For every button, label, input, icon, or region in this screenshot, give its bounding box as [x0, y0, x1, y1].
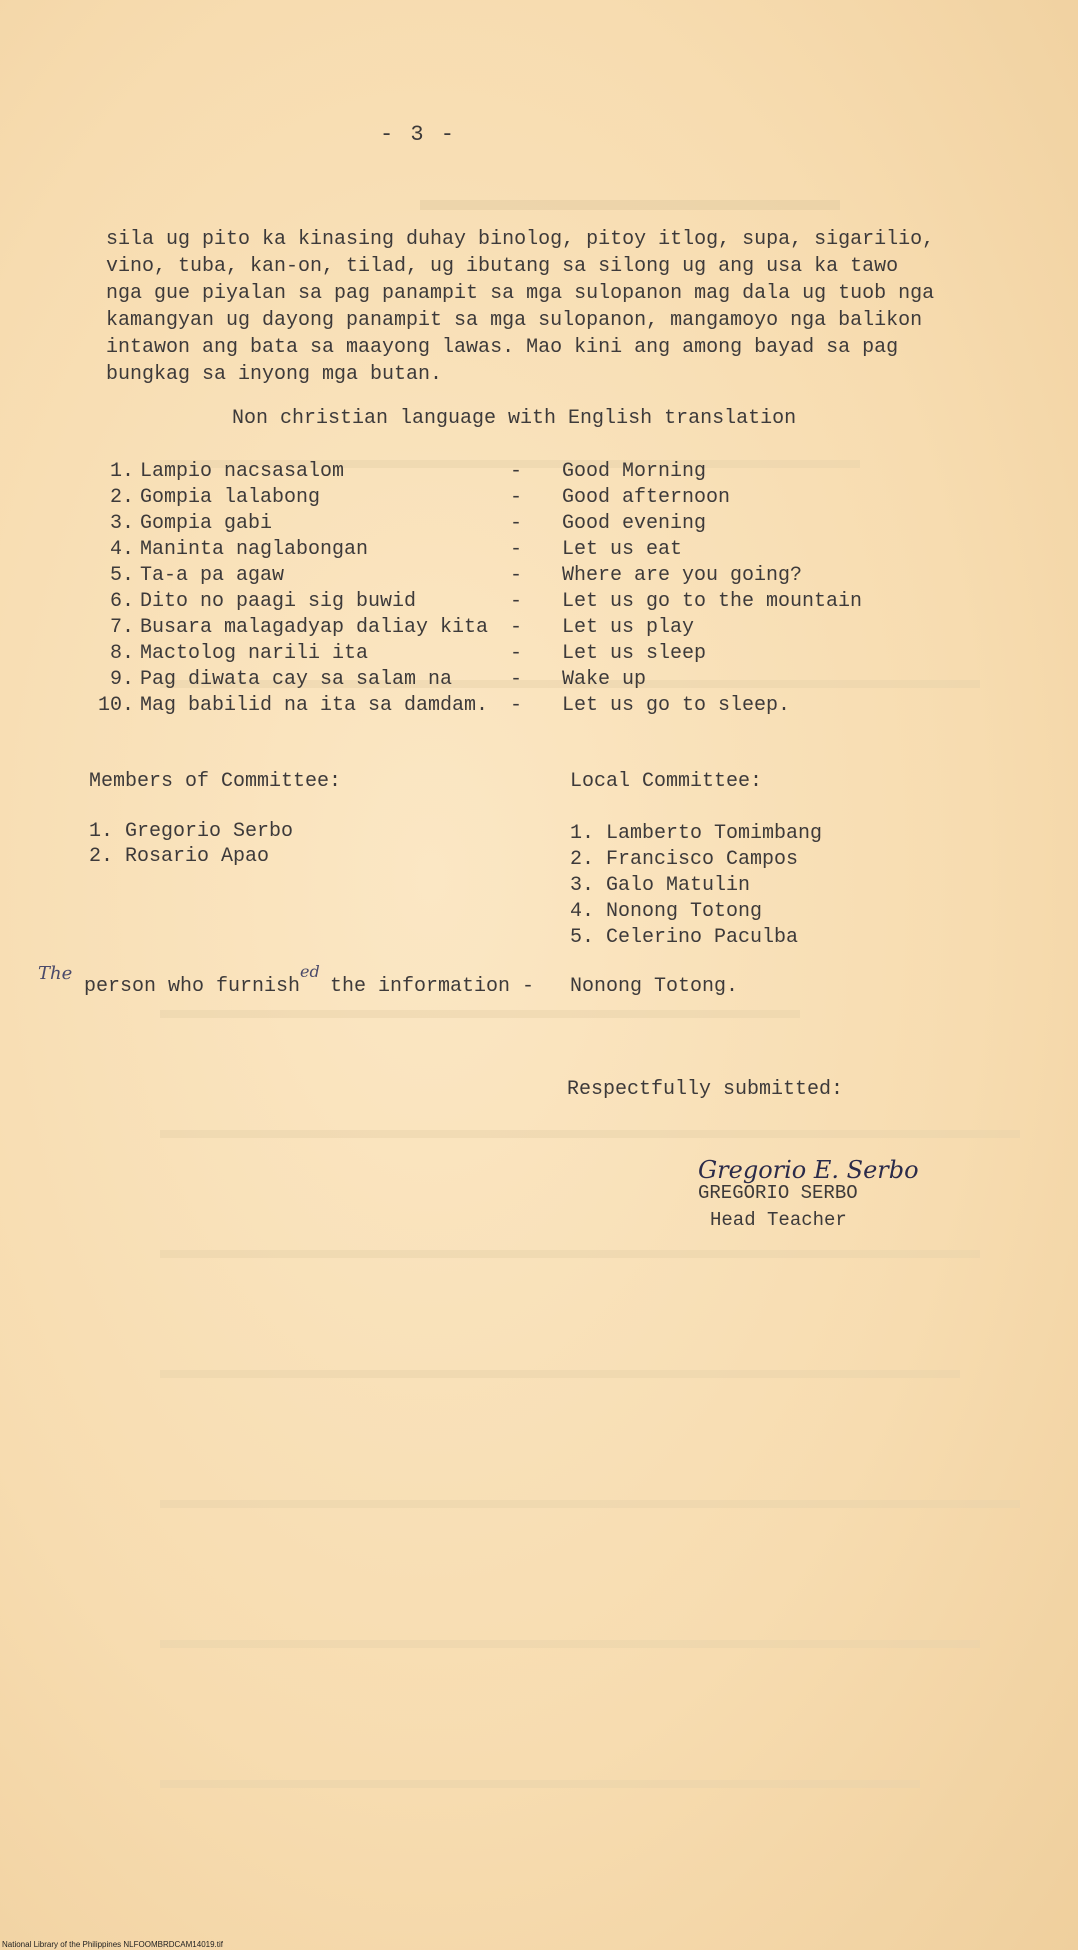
vocab-number: 5.	[109, 564, 134, 587]
vocab-translation: Good evening	[562, 512, 707, 535]
vocab-dash: -	[510, 538, 523, 561]
paragraph-line: bungkag sa inyong mga butan.	[106, 363, 443, 386]
vocab-phrase: Dito no paagi sig buwid	[140, 590, 417, 613]
vocab-dash: -	[510, 512, 523, 535]
local-item: 4. Nonong Totong	[570, 900, 763, 923]
vocab-phrase: Ta-a pa agaw	[140, 564, 285, 587]
informant-label: the information -	[330, 975, 535, 998]
vocab-phrase: Gompia gabi	[140, 512, 273, 535]
vocab-dash: -	[510, 642, 523, 665]
vocab-dash: -	[510, 694, 523, 717]
vocab-phrase: Lampio nacsasalom	[140, 460, 345, 483]
page-number: - 3 -	[380, 122, 457, 147]
body-paragraph	[106, 226, 1006, 388]
member-item: 1. Gregorio Serbo	[89, 820, 294, 843]
paragraph-line: intawon ang bata sa maayong lawas. Mao kini ang among bayad sa pag	[106, 336, 899, 359]
vocab-number: 8.	[109, 642, 134, 665]
paragraph-line: sila ug pito ka kinasing duhay binolog, pitoy itlog, supa, sigarilio,	[106, 228, 935, 251]
vocab-dash: -	[510, 564, 523, 587]
vocab-number: 2.	[109, 486, 134, 509]
vocab-translation: Let us play	[562, 616, 695, 639]
vocab-number: 9.	[109, 668, 134, 691]
handwritten-insert: ed	[300, 962, 320, 981]
vocab-dash: -	[510, 616, 523, 639]
vocab-translation: Let us go to the mountain	[562, 590, 863, 613]
vocab-phrase: Busara malagadyap daliay kita	[140, 616, 489, 639]
informant-label: person who furnish	[84, 975, 301, 998]
vocab-number: 6.	[109, 590, 134, 613]
vocab-translation: Good Morning	[562, 460, 707, 483]
vocab-phrase: Mactolog narili ita	[140, 642, 369, 665]
vocab-number: 3.	[109, 512, 134, 535]
closing: Respectfully submitted:	[567, 1078, 844, 1101]
vocab-dash: -	[510, 486, 523, 509]
paragraph-line: kamangyan ug dayong panampit sa mga sulopanon, mangamoyo nga balikon	[106, 309, 923, 332]
vocab-translation: Let us sleep	[562, 642, 707, 665]
vocab-phrase: Gompia lalabong	[140, 486, 321, 509]
member-item: 2. Rosario Apao	[89, 845, 270, 868]
signature: Gregorio E. Serbo	[698, 1156, 919, 1184]
vocab-translation: Where are you going?	[562, 564, 803, 587]
vocab-number: 7.	[109, 616, 134, 639]
vocab-translation: Good afternoon	[562, 486, 731, 509]
vocab-phrase: Mag babilid na ita sa damdam.	[140, 694, 489, 717]
paragraph-line: vino, tuba, kan-on, tilad, ug ibutang sa silong ug ang usa ka tawo	[106, 255, 899, 278]
vocab-heading: Non christian language with English translation	[232, 407, 797, 430]
local-item: 5. Celerino Paculba	[570, 926, 799, 949]
vocab-translation: Let us eat	[562, 538, 683, 561]
vocab-phrase: Pag diwata cay sa salam na	[140, 668, 453, 691]
vocab-number: 1.	[109, 460, 134, 483]
members-title: Members of Committee:	[89, 770, 342, 793]
local-item: 1. Lamberto Tomimbang	[570, 822, 823, 845]
local-title: Local Committee:	[570, 770, 763, 793]
vocab-dash: -	[510, 668, 523, 691]
vocab-phrase: Maninta naglabongan	[140, 538, 369, 561]
vocab-dash: -	[510, 460, 523, 483]
signer-title: Head Teacher	[710, 1209, 847, 1231]
vocab-translation: Let us go to sleep.	[562, 694, 791, 717]
handwritten-insert: The	[38, 963, 73, 984]
vocab-translation: Wake up	[562, 668, 647, 691]
scan-footer: National Library of the Philippines NLFOOMBRDCAM14019.tif	[2, 1940, 223, 1949]
vocab-dash: -	[510, 590, 523, 613]
local-item: 3. Galo Matulin	[570, 874, 751, 897]
paragraph-line: nga gue piyalan sa pag panampit sa mga sulopanon mag dala ug tuob nga	[106, 282, 935, 305]
informant-name: Nonong Totong.	[570, 975, 739, 998]
signer-name: GREGORIO SERBO	[698, 1182, 858, 1204]
vocab-number: 4.	[109, 538, 134, 561]
local-item: 2. Francisco Campos	[570, 848, 799, 871]
vocab-number: 10.	[97, 694, 134, 717]
